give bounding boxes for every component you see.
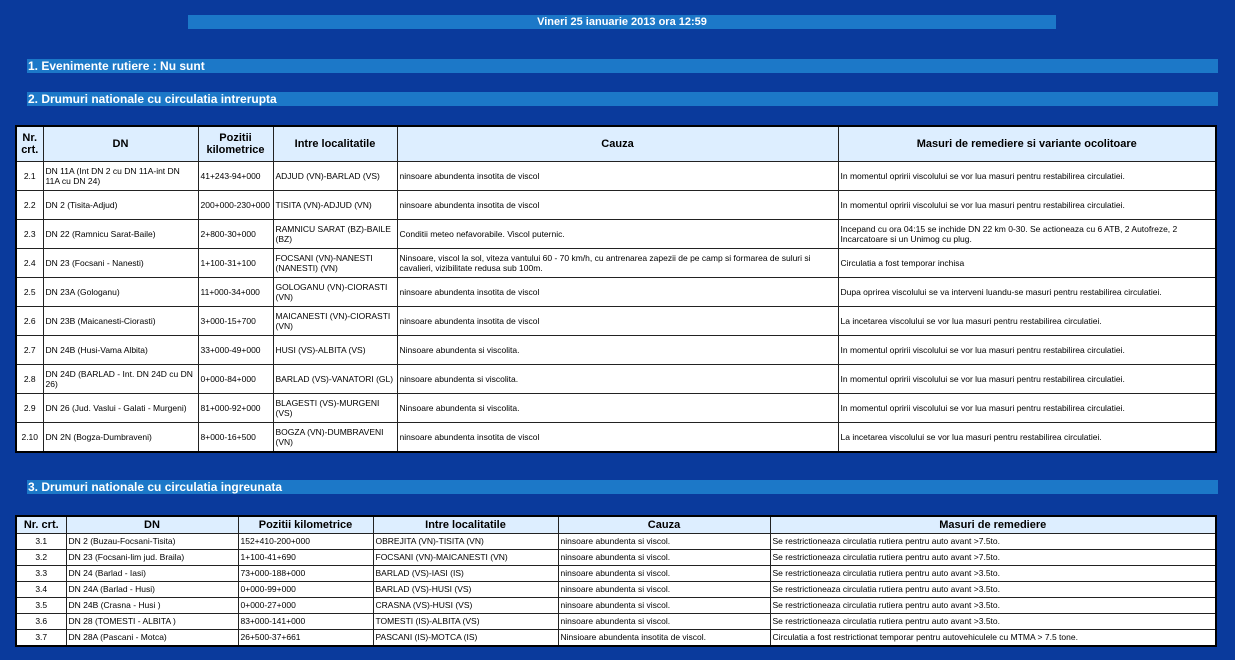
table-cell: DN 23A (Gologanu) bbox=[43, 278, 198, 307]
section-congested-roads-label: 3. Drumuri nationale cu circulatia ingreunata bbox=[28, 480, 283, 494]
date-header: Vineri 25 ianuarie 2013 ora 12:59 bbox=[188, 15, 1056, 29]
table-cell: 1+100-31+100 bbox=[198, 249, 273, 278]
table-row bbox=[16, 162, 1216, 191]
table-cell: In momentul opririi viscolului se vor lua masuri pentru restabilirea circulatiei. bbox=[838, 394, 1216, 423]
table-cell: BOGZA (VN)-DUMBRAVENI (VN) bbox=[273, 423, 397, 453]
table-row bbox=[16, 249, 1216, 278]
table-cell: 3+000-15+700 bbox=[198, 307, 273, 336]
table-cell: DN 24A (Barlad - Husi) bbox=[66, 582, 238, 598]
table-cell: 2.1 bbox=[16, 162, 43, 191]
column-header: Pozitii kilometrice bbox=[198, 126, 273, 162]
table-cell: DN 26 (Jud. Vaslui - Galati - Murgeni) bbox=[43, 394, 198, 423]
table-row bbox=[16, 598, 1216, 614]
table-cell: ninsoare abundenta si viscol. bbox=[558, 550, 770, 566]
table-cell: 0+000-84+000 bbox=[198, 365, 273, 394]
column-header: Masuri de remediere si variante ocolitoare bbox=[838, 126, 1216, 162]
table-row bbox=[16, 307, 1216, 336]
table-cell: 0+000-99+000 bbox=[238, 582, 373, 598]
table-cell: BARLAD (VS)-VANATORI (GL) bbox=[273, 365, 397, 394]
table-row bbox=[16, 394, 1216, 423]
table-cell: DN 22 (Ramnicu Sarat-Baile) bbox=[43, 220, 198, 249]
table-cell: 200+000-230+000 bbox=[198, 191, 273, 220]
table-row bbox=[16, 614, 1216, 630]
table-header-row bbox=[16, 516, 1216, 534]
table-header-row bbox=[16, 126, 1216, 162]
column-header: Intre localitatile bbox=[273, 126, 397, 162]
table-row bbox=[16, 278, 1216, 307]
table-cell: 83+000-141+000 bbox=[238, 614, 373, 630]
table-cell: ninsoare abundenta si viscol. bbox=[558, 582, 770, 598]
table-cell: TOMESTI (IS)-ALBITA (VS) bbox=[373, 614, 558, 630]
column-header: Nr. crt. bbox=[16, 516, 66, 534]
table-cell: 11+000-34+000 bbox=[198, 278, 273, 307]
table-row bbox=[16, 566, 1216, 582]
table-cell: FOCSANI (VN)-NANESTI (NANESTI) (VN) bbox=[273, 249, 397, 278]
column-header: Cauza bbox=[397, 126, 838, 162]
table-cell: BLAGESTI (VS)-MURGENI (VS) bbox=[273, 394, 397, 423]
table-cell: La incetarea viscolului se vor lua masuri pentru restabilirea circulatiei. bbox=[838, 307, 1216, 336]
section-congested-roads bbox=[27, 480, 1218, 494]
table-cell: Circulatia a fost temporar inchisa bbox=[838, 249, 1216, 278]
table-cell: In momentul opririi viscolului se vor lua masuri pentru restabilirea circulatiei. bbox=[838, 162, 1216, 191]
table-cell: MAICANESTI (VN)-CIORASTI (VN) bbox=[273, 307, 397, 336]
table-cell: Dupa oprirea viscolului se va interveni luandu-se masuri pentru restabilirea circulatiei. bbox=[838, 278, 1216, 307]
table-cell: Ninsoare abundenta si viscolita. bbox=[397, 394, 838, 423]
table-cell: Circulatia a fost restrictionat temporar pentru autovehiculele cu MTMA > 7.5 tone. bbox=[770, 630, 1216, 647]
table-cell: DN 2N (Bogza-Dumbraveni) bbox=[43, 423, 198, 453]
table-cell: Conditii meteo nefavorabile. Viscol puternic. bbox=[397, 220, 838, 249]
table-cell: BARLAD (VS)-IASI (IS) bbox=[373, 566, 558, 582]
table-cell: Incepand cu ora 04:15 se inchide DN 22 km 0-30. Se actioneaza cu 6 ATB, 2 Autofreze, 2 Incarcatoare si un Unimog cu plug. bbox=[838, 220, 1216, 249]
section-road-events-label: 1. Evenimente rutiere : Nu sunt bbox=[28, 59, 205, 73]
section-interrupted-roads-label: 2. Drumuri nationale cu circulatia intrerupta bbox=[28, 92, 277, 106]
table-cell: ninsoare abundenta insotita de viscol bbox=[397, 162, 838, 191]
table-cell: 8+000-16+500 bbox=[198, 423, 273, 453]
table-cell: 3.6 bbox=[16, 614, 66, 630]
table-cell: OBREJITA (VN)-TISITA (VN) bbox=[373, 534, 558, 550]
table-cell: Se restrictioneaza circulatia rutiera pentru auto avant >7.5to. bbox=[770, 534, 1216, 550]
table-cell: BARLAD (VS)-HUSI (VS) bbox=[373, 582, 558, 598]
column-header: Pozitii kilometrice bbox=[238, 516, 373, 534]
table-row bbox=[16, 336, 1216, 365]
table-cell: 2.2 bbox=[16, 191, 43, 220]
table-cell: 3.4 bbox=[16, 582, 66, 598]
table-cell: In momentul opririi viscolului se vor lua masuri pentru restabilirea circulatiei. bbox=[838, 191, 1216, 220]
table-cell: DN 23 (Focsani - Nanesti) bbox=[43, 249, 198, 278]
table-cell: FOCSANI (VN)-MAICANESTI (VN) bbox=[373, 550, 558, 566]
table-cell: Se restrictioneaza circulatia rutiera pentru auto avant >3.5to. bbox=[770, 614, 1216, 630]
table-cell: ninsoare abundenta si viscol. bbox=[558, 614, 770, 630]
table-cell: 3.3 bbox=[16, 566, 66, 582]
table-cell: DN 24 (Barlad - Iasi) bbox=[66, 566, 238, 582]
table-cell: RAMNICU SARAT (BZ)-BAILE (BZ) bbox=[273, 220, 397, 249]
table-cell: 3.2 bbox=[16, 550, 66, 566]
table-cell: DN 2 (Buzau-Focsani-Tisita) bbox=[66, 534, 238, 550]
table-cell: CRASNA (VS)-HUSI (VS) bbox=[373, 598, 558, 614]
table-cell: ninsoare abundenta insotita de viscol bbox=[397, 191, 838, 220]
table-cell: HUSI (VS)-ALBITA (VS) bbox=[273, 336, 397, 365]
column-header: DN bbox=[66, 516, 238, 534]
table-row bbox=[16, 582, 1216, 598]
table-cell: In momentul opririi viscolului se vor lua masuri pentru restabilirea circulatiei. bbox=[838, 336, 1216, 365]
table-cell: ninsoare abundenta si viscolita. bbox=[397, 365, 838, 394]
table-cell: Se restrictioneaza circulatia rutiera pentru auto avant >3.5to. bbox=[770, 566, 1216, 582]
table-row bbox=[16, 423, 1216, 453]
table-cell: ninsoare abundenta si viscol. bbox=[558, 566, 770, 582]
table-cell: 2.9 bbox=[16, 394, 43, 423]
table-row bbox=[16, 550, 1216, 566]
table-cell: 152+410-200+000 bbox=[238, 534, 373, 550]
table-cell: ninsoare abundenta insotita de viscol bbox=[397, 307, 838, 336]
table-cell: ninsoare abundenta si viscol. bbox=[558, 534, 770, 550]
table-row bbox=[16, 220, 1216, 249]
table-cell: In momentul opririi viscolului se vor lua masuri pentru restabilirea circulatiei. bbox=[838, 365, 1216, 394]
table-cell: DN 24D (BARLAD - Int. DN 24D cu DN 26) bbox=[43, 365, 198, 394]
table-cell: ADJUD (VN)-BARLAD (VS) bbox=[273, 162, 397, 191]
table-cell: Se restrictioneaza circulatia rutiera pentru auto avant >3.5to. bbox=[770, 598, 1216, 614]
table-cell: DN 23 (Focsani-lim jud. Braila) bbox=[66, 550, 238, 566]
table-cell: DN 2 (Tisita-Adjud) bbox=[43, 191, 198, 220]
section-interrupted-roads bbox=[27, 92, 1218, 106]
table-cell: 33+000-49+000 bbox=[198, 336, 273, 365]
table-cell: DN 24B (Husi-Vama Albita) bbox=[43, 336, 198, 365]
table-cell: 1+100-41+690 bbox=[238, 550, 373, 566]
table-cell: Ninsoare, viscol la sol, viteza vantului 60 - 70 km/h, cu antrenarea zapezii de pe camp si formarea de suluri si cavalieri, vizibilitate redusa sub 100m. bbox=[397, 249, 838, 278]
table-cell: ninsoare abundenta insotita de viscol bbox=[397, 423, 838, 453]
column-header: Masuri de remediere bbox=[770, 516, 1216, 534]
column-header: Nr. crt. bbox=[16, 126, 43, 162]
table-cell: DN 28A (Pascani - Motca) bbox=[66, 630, 238, 647]
table-cell: Ninsoare abundenta si viscolita. bbox=[397, 336, 838, 365]
section-road-events bbox=[27, 59, 1218, 73]
table-cell: 2.5 bbox=[16, 278, 43, 307]
table-cell: 2.4 bbox=[16, 249, 43, 278]
table-row bbox=[16, 630, 1216, 647]
table-cell: 0+000-27+000 bbox=[238, 598, 373, 614]
table-cell: ninsoare abundenta insotita de viscol bbox=[397, 278, 838, 307]
interrupted-roads-table bbox=[15, 125, 1217, 453]
table-cell: DN 23B (Maicanesti-Ciorasti) bbox=[43, 307, 198, 336]
table-cell: 73+000-188+000 bbox=[238, 566, 373, 582]
congested-roads-table bbox=[15, 515, 1217, 647]
table-cell: 3.7 bbox=[16, 630, 66, 647]
table-cell: 2.3 bbox=[16, 220, 43, 249]
table-row bbox=[16, 365, 1216, 394]
table-row bbox=[16, 534, 1216, 550]
table-cell: 2+800-30+000 bbox=[198, 220, 273, 249]
table-cell: 81+000-92+000 bbox=[198, 394, 273, 423]
column-header: Cauza bbox=[558, 516, 770, 534]
table-cell: Ninsioare abundenta insotita de viscol. bbox=[558, 630, 770, 647]
table-cell: Se restrictioneaza circulatia rutiera pentru auto avant >3.5to. bbox=[770, 582, 1216, 598]
table-cell: DN 24B (Crasna - Husi ) bbox=[66, 598, 238, 614]
column-header: Intre localitatile bbox=[373, 516, 558, 534]
table-cell: PASCANI (IS)-MOTCA (IS) bbox=[373, 630, 558, 647]
table-row bbox=[16, 191, 1216, 220]
table-cell: 3.5 bbox=[16, 598, 66, 614]
table-cell: La incetarea viscolului se vor lua masuri pentru restabilirea circulatiei. bbox=[838, 423, 1216, 453]
table-cell: 41+243-94+000 bbox=[198, 162, 273, 191]
table-cell: 2.10 bbox=[16, 423, 43, 453]
table-cell: DN 28 (TOMESTI - ALBITA ) bbox=[66, 614, 238, 630]
table-cell: Se restrictioneaza circulatia rutiera pentru auto avant >7.5to. bbox=[770, 550, 1216, 566]
table-cell: ninsoare abundenta si viscol. bbox=[558, 598, 770, 614]
table-cell: 2.7 bbox=[16, 336, 43, 365]
table-cell: GOLOGANU (VN)-CIORASTI (VN) bbox=[273, 278, 397, 307]
table-cell: TISITA (VN)-ADJUD (VN) bbox=[273, 191, 397, 220]
table-cell: 2.8 bbox=[16, 365, 43, 394]
table-cell: 26+500-37+661 bbox=[238, 630, 373, 647]
table-cell: 2.6 bbox=[16, 307, 43, 336]
table-cell: 3.1 bbox=[16, 534, 66, 550]
column-header: DN bbox=[43, 126, 198, 162]
table-cell: DN 11A (Int DN 2 cu DN 11A-int DN 11A cu DN 24) bbox=[43, 162, 198, 191]
